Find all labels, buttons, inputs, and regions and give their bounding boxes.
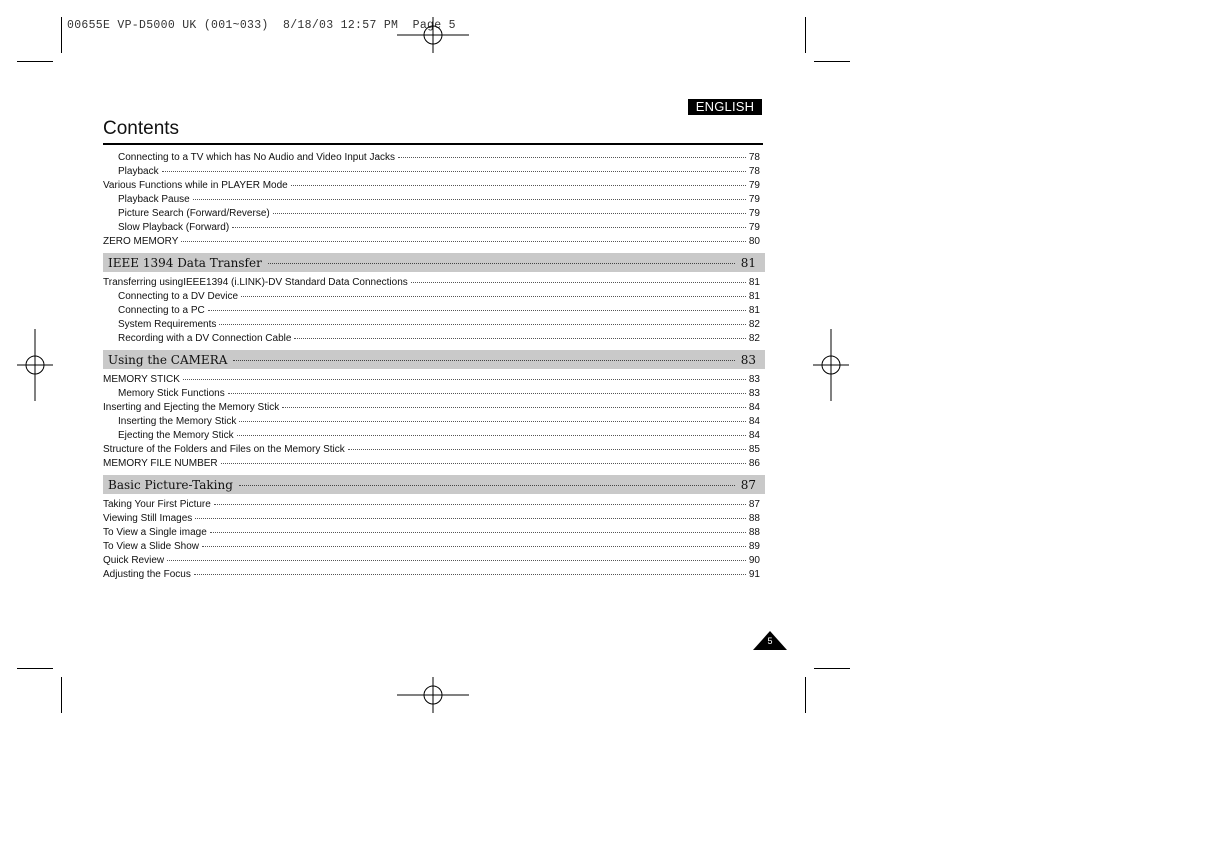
toc-entry-label: Taking Your First Picture	[103, 499, 211, 510]
toc-entry-page: 84	[748, 402, 760, 413]
toc-entry-label: ZERO MEMORY	[103, 236, 179, 247]
toc-entry	[103, 318, 760, 332]
toc-entry	[103, 568, 760, 582]
toc-entry	[103, 151, 760, 165]
toc-entry-page: 84	[748, 416, 760, 427]
toc-entry	[103, 498, 760, 512]
crop-mark	[61, 17, 62, 53]
toc-entry	[103, 526, 760, 540]
toc-entry-label: Quick Review	[103, 555, 165, 566]
toc-entry	[103, 401, 760, 415]
toc-entry-label: Structure of the Folders and Files on the Memory Stick	[103, 444, 345, 455]
toc-entry-page: 87	[748, 499, 760, 510]
toc-entry-page: 78	[748, 166, 760, 177]
toc-entry-label: Transferring usingIEEE1394 (i.LINK)-DV Standard Data Connections	[103, 277, 408, 288]
toc-entry	[103, 276, 760, 290]
toc-entry-page: 88	[748, 527, 760, 538]
section-label: Basic Picture-Taking	[108, 477, 233, 492]
section-header-ieee-1394	[103, 253, 765, 272]
toc-entry	[103, 443, 760, 457]
leader-dots	[239, 421, 746, 422]
leader-dots	[202, 546, 746, 547]
toc-group-d	[103, 498, 760, 582]
leader-dots	[194, 574, 746, 575]
crop-mark	[805, 17, 806, 53]
table-of-contents	[103, 151, 760, 582]
crop-mark	[17, 61, 53, 62]
toc-entry-page: 80	[748, 236, 760, 247]
title-rule	[103, 143, 763, 145]
toc-entry-label: Connecting to a PC	[118, 305, 205, 316]
toc-entry-page: 79	[748, 208, 760, 219]
toc-entry-label: Connecting to a TV which has No Audio and Video Input Jacks	[118, 152, 396, 163]
toc-entry-label: Picture Search (Forward/Reverse)	[118, 208, 270, 219]
toc-entry	[103, 235, 760, 249]
toc-entry	[103, 429, 760, 443]
toc-entry	[103, 304, 760, 318]
registration-mark-left	[17, 329, 53, 401]
toc-entry	[103, 290, 760, 304]
leader-dots	[181, 241, 745, 242]
toc-entry-page: 83	[748, 388, 760, 399]
toc-entry-page: 83	[748, 374, 760, 385]
leader-dots	[210, 532, 746, 533]
toc-group-c	[103, 373, 760, 471]
registration-mark-top	[397, 17, 469, 53]
leader-dots	[273, 213, 746, 214]
toc-entry	[103, 457, 760, 471]
toc-entry-label: To View a Single image	[103, 527, 207, 538]
toc-entry-page: 79	[748, 222, 760, 233]
leader-dots	[162, 171, 746, 172]
section-page: 81	[740, 255, 756, 270]
toc-entry	[103, 193, 760, 207]
crop-mark	[814, 668, 850, 669]
toc-entry	[103, 221, 760, 235]
leader-dots	[241, 296, 746, 297]
toc-entry-page: 81	[748, 277, 760, 288]
leader-dots	[348, 449, 746, 450]
leader-dots	[239, 485, 735, 486]
page-number-badge	[753, 631, 787, 651]
leader-dots	[268, 263, 735, 264]
leader-dots	[208, 310, 746, 311]
toc-entry-label: To View a Slide Show	[103, 541, 199, 552]
language-badge: ENGLISH	[688, 99, 762, 115]
crop-mark	[814, 61, 850, 62]
leader-dots	[411, 282, 746, 283]
toc-entry-label: Playback Pause	[118, 194, 190, 205]
leader-dots	[291, 185, 746, 186]
leader-dots	[195, 518, 746, 519]
leader-dots	[233, 360, 734, 361]
toc-entry-label: Inserting the Memory Stick	[118, 416, 237, 427]
toc-entry-page: 84	[748, 430, 760, 441]
toc-entry-page: 81	[748, 291, 760, 302]
crop-mark	[17, 668, 53, 669]
page-number: 5	[767, 636, 773, 646]
toc-entry-label: Playback	[118, 166, 159, 177]
registration-mark-bottom	[397, 677, 469, 713]
registration-mark-right	[813, 329, 849, 401]
leader-dots	[193, 199, 746, 200]
toc-entry	[103, 179, 760, 193]
leader-dots	[167, 560, 746, 561]
toc-entry	[103, 165, 760, 179]
toc-entry-label: Ejecting the Memory Stick	[118, 430, 234, 441]
section-page: 87	[740, 477, 756, 492]
print-header: 00655E VP-D5000 UK (001~033) 8/18/03 12:57 PM Page 5	[67, 19, 456, 32]
toc-entry-page: 81	[748, 305, 760, 316]
toc-entry	[103, 387, 760, 401]
leader-dots	[237, 435, 746, 436]
toc-entry	[103, 207, 760, 221]
toc-entry-label: Recording with a DV Connection Cable	[118, 333, 292, 344]
toc-entry	[103, 415, 760, 429]
toc-entry-label: Connecting to a DV Device	[118, 291, 239, 302]
page-title: Contents	[103, 118, 180, 139]
toc-entry-page: 78	[748, 152, 760, 163]
toc-entry-page: 86	[748, 458, 760, 469]
toc-entry-page: 89	[748, 541, 760, 552]
crop-mark	[61, 677, 62, 713]
section-header-basic-picture-taking	[103, 475, 765, 494]
toc-entry-label: Slow Playback (Forward)	[118, 222, 230, 233]
section-label: Using the CAMERA	[108, 352, 228, 367]
toc-entry-page: 90	[748, 555, 760, 566]
toc-entry-label: Viewing Still Images	[103, 513, 193, 524]
leader-dots	[398, 157, 746, 158]
toc-entry-label: Various Functions while in PLAYER Mode	[103, 180, 288, 191]
leader-dots	[282, 407, 746, 408]
leader-dots	[214, 504, 746, 505]
toc-entry-label: Inserting and Ejecting the Memory Stick	[103, 402, 280, 413]
toc-group-a	[103, 151, 760, 249]
toc-entry-page: 82	[748, 319, 760, 330]
toc-entry-page: 82	[748, 333, 760, 344]
toc-group-b	[103, 276, 760, 346]
toc-entry	[103, 554, 760, 568]
toc-entry-page: 88	[748, 513, 760, 524]
leader-dots	[221, 463, 746, 464]
toc-entry-label: System Requirements	[118, 319, 217, 330]
toc-entry	[103, 540, 760, 554]
toc-entry-label: Adjusting the Focus	[103, 569, 191, 580]
toc-entry-page: 79	[748, 194, 760, 205]
section-label: IEEE 1394 Data Transfer	[108, 255, 262, 270]
toc-entry-page: 91	[748, 569, 760, 580]
leader-dots	[228, 393, 746, 394]
crop-mark	[805, 677, 806, 713]
toc-entry-label: MEMORY FILE NUMBER	[103, 458, 218, 469]
leader-dots	[294, 338, 745, 339]
toc-entry	[103, 373, 760, 387]
leader-dots	[232, 227, 746, 228]
toc-entry	[103, 332, 760, 346]
leader-dots	[219, 324, 746, 325]
toc-entry-label: MEMORY STICK	[103, 374, 180, 385]
toc-entry-label: Memory Stick Functions	[118, 388, 225, 399]
leader-dots	[183, 379, 746, 380]
section-page: 83	[740, 352, 756, 367]
section-header-using-camera	[103, 350, 765, 369]
toc-entry-page: 79	[748, 180, 760, 191]
toc-entry	[103, 512, 760, 526]
toc-entry-page: 85	[748, 444, 760, 455]
